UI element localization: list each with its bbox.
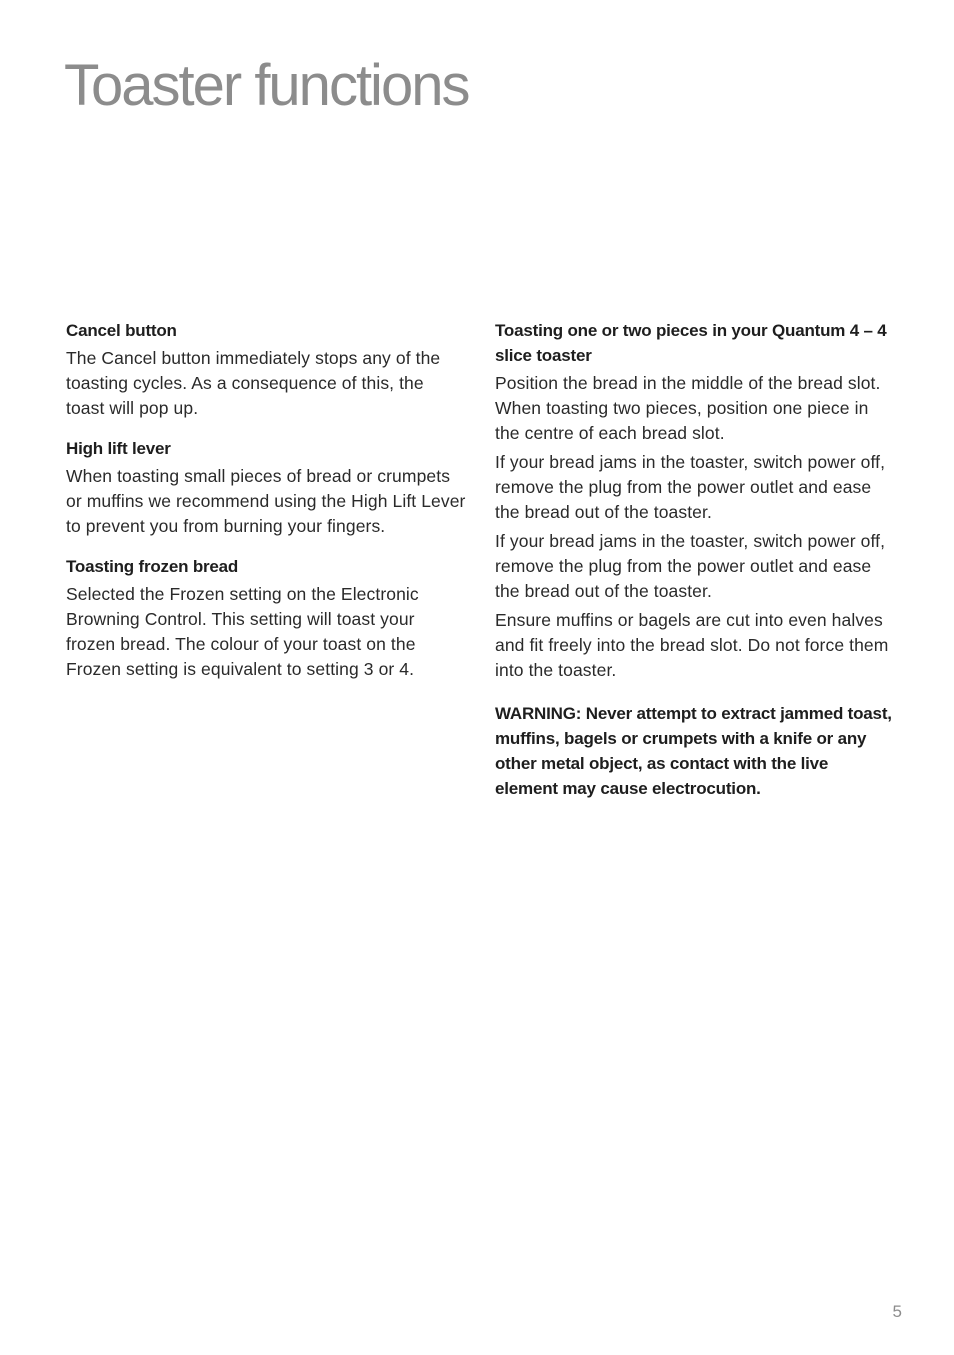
paragraph: If your bread jams in the toaster, switch power off, remove the plug from the power outlet and ease the bread out of the toaster. <box>495 452 886 522</box>
page-number: 5 <box>892 1302 902 1321</box>
frozen-bread-section <box>66 554 466 682</box>
left-column <box>66 318 466 697</box>
high-lift-lever-section <box>66 436 466 539</box>
section-heading: High lift lever <box>66 439 171 458</box>
section-body: The Cancel button immediately stops any of the toasting cycles. As a consequence of this, the toast will pop up. <box>66 348 441 418</box>
section-heading: Toasting frozen bread <box>66 557 239 576</box>
paragraph: Ensure muffins or bagels are cut into even halves and fit freely into the bread slot. Do not force them into the toaster. <box>495 610 889 680</box>
section-heading: Toasting one or two pieces in your Quantum 4 – 4 slice toaster <box>495 321 887 365</box>
right-column <box>495 318 895 801</box>
section-body: When toasting small pieces of bread or crumpets or muffins we recommend using the High Lift Lever to prevent you from burning your fingers. <box>66 466 466 536</box>
cancel-button-section <box>66 318 466 421</box>
page-title: Toaster functions <box>64 53 469 118</box>
paragraph: Position the bread in the middle of the bread slot. When toasting two pieces, position one piece in the centre of each bread slot. <box>495 373 881 443</box>
warning-text: WARNING: Never attempt to extract jammed toast, muffins, bagels or crumpets with a knife or any other metal object, as contact with the live element may cause electrocution. <box>495 704 892 798</box>
paragraph: If your bread jams in the toaster, switch power off, remove the plug from the power outlet and ease the bread out of the toaster. <box>495 531 886 601</box>
section-body: Selected the Frozen setting on the Electronic Browning Control. This setting will toast your frozen bread. The colour of your toast on the Frozen setting is equivalent to setting 3 or 4. <box>66 584 419 679</box>
section-heading: Cancel button <box>66 321 177 340</box>
